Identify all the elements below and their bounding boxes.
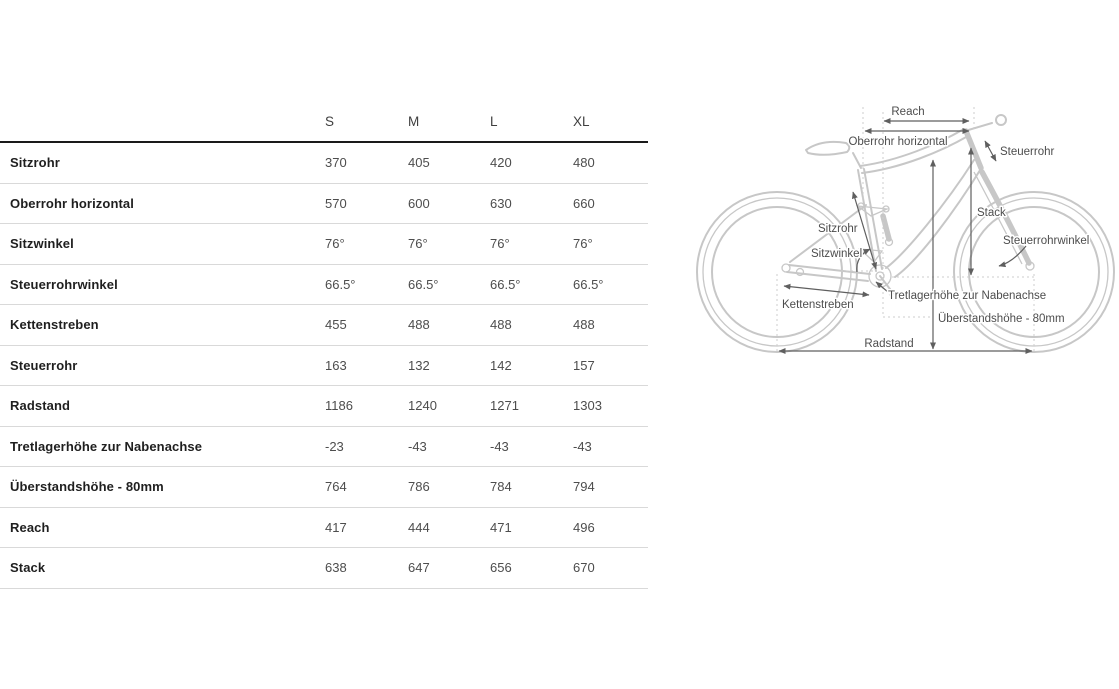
- value-size-xl: 660: [573, 195, 595, 211]
- rear-wheel: [697, 192, 857, 352]
- value-size-xl: 76°: [573, 236, 593, 252]
- value-size-l: 784: [490, 479, 512, 495]
- column-header-s: S: [325, 113, 335, 129]
- diagram-label-steuerrohrwinkel: Steuerrohrwinkel: [1003, 235, 1090, 247]
- value-size-m: 132: [408, 357, 430, 373]
- row-label: Sitzwinkel: [10, 236, 74, 252]
- value-size-l: 471: [490, 519, 512, 535]
- value-size-m: 1240: [408, 398, 437, 414]
- value-size-s: 163: [325, 357, 347, 373]
- table-row: [0, 305, 648, 346]
- diagram-label-stack: Stack: [977, 207, 1006, 219]
- value-size-l: 656: [490, 560, 512, 576]
- column-header-m: M: [408, 113, 420, 129]
- row-label: Steuerrohr: [10, 357, 78, 373]
- table-row: [0, 467, 648, 508]
- value-size-xl: 794: [573, 479, 595, 495]
- diagram-label-ueberstandshoehe: Überstandshöhe - 80mm: [938, 313, 1065, 325]
- row-label: Oberrohr horizontal: [10, 195, 134, 211]
- value-size-xl: 670: [573, 560, 595, 576]
- row-label: Steuerrohrwinkel: [10, 276, 118, 292]
- value-size-s: 570: [325, 195, 347, 211]
- value-size-l: 142: [490, 357, 512, 373]
- column-header-l: L: [490, 113, 498, 129]
- value-size-s: 455: [325, 317, 347, 333]
- value-size-m: -43: [408, 438, 427, 454]
- diagram-label-sitzwinkel: Sitzwinkel: [811, 248, 863, 260]
- value-size-s: 638: [325, 560, 347, 576]
- row-label: Stack: [10, 560, 46, 576]
- diagram-label-steuerrohr: Steuerrohr: [1000, 146, 1055, 158]
- value-size-m: 405: [408, 155, 430, 171]
- diagram-label-tretlagerhoehe: Tretlagerhöhe zur Nabenachse: [888, 290, 1047, 302]
- value-size-xl: 157: [573, 357, 595, 373]
- table-row: [0, 427, 648, 468]
- value-size-m: 444: [408, 519, 430, 535]
- geometry-table: [0, 101, 648, 589]
- geometry-table-body: [0, 143, 648, 589]
- value-size-s: 76°: [325, 236, 345, 252]
- steuerrohr-arrow: [985, 141, 996, 161]
- value-size-s: 1186: [325, 398, 353, 414]
- value-size-xl: -43: [573, 438, 592, 454]
- value-size-s: 370: [325, 155, 347, 171]
- value-size-s: -23: [325, 438, 344, 454]
- table-row: [0, 508, 648, 549]
- value-size-l: 420: [490, 155, 512, 171]
- row-label: Kettenstreben: [10, 317, 99, 333]
- value-size-xl: 496: [573, 519, 595, 535]
- row-label: Sitzrohr: [10, 155, 60, 171]
- diagram-label-kettenstreben: Kettenstreben: [782, 299, 854, 311]
- value-size-xl: 1303: [573, 398, 602, 414]
- row-label: Tretlagerhöhe zur Nabenachse: [10, 438, 203, 454]
- value-size-m: 76°: [408, 236, 428, 252]
- value-size-l: -43: [490, 438, 509, 454]
- value-size-s: 417: [325, 519, 347, 535]
- value-size-l: 66.5°: [490, 276, 521, 292]
- row-label: Radstand: [10, 398, 71, 414]
- diagram-label-oberrohr: Oberrohr horizontal: [848, 136, 948, 148]
- value-size-m: 600: [408, 195, 430, 211]
- value-size-m: 786: [408, 479, 430, 495]
- row-label: Reach: [10, 519, 50, 535]
- column-header-xl: XL: [573, 113, 590, 129]
- table-row: [0, 346, 648, 387]
- value-size-l: 76°: [490, 236, 510, 252]
- value-size-m: 488: [408, 317, 430, 333]
- value-size-l: 1271: [490, 398, 519, 414]
- table-row: [0, 143, 648, 184]
- value-size-xl: 480: [573, 155, 595, 171]
- bike-geometry-diagram: [685, 95, 1119, 365]
- table-row: [0, 224, 648, 265]
- value-size-xl: 66.5°: [573, 276, 604, 292]
- value-size-xl: 488: [573, 317, 595, 333]
- value-size-l: 488: [490, 317, 512, 333]
- geometry-table-header: [0, 101, 648, 143]
- table-row: [0, 386, 648, 427]
- diagram-label-reach: Reach: [891, 106, 925, 118]
- value-size-s: 66.5°: [325, 276, 356, 292]
- table-row: [0, 265, 648, 306]
- row-label: Überstandshöhe - 80mm: [10, 479, 164, 495]
- value-size-m: 66.5°: [408, 276, 439, 292]
- table-row: [0, 184, 648, 225]
- value-size-m: 647: [408, 560, 430, 576]
- diagram-label-sitzrohr: Sitzrohr: [818, 223, 858, 235]
- table-row: [0, 548, 648, 589]
- value-size-l: 630: [490, 195, 512, 211]
- value-size-s: 764: [325, 479, 347, 495]
- diagram-label-radstand: Radstand: [864, 338, 914, 350]
